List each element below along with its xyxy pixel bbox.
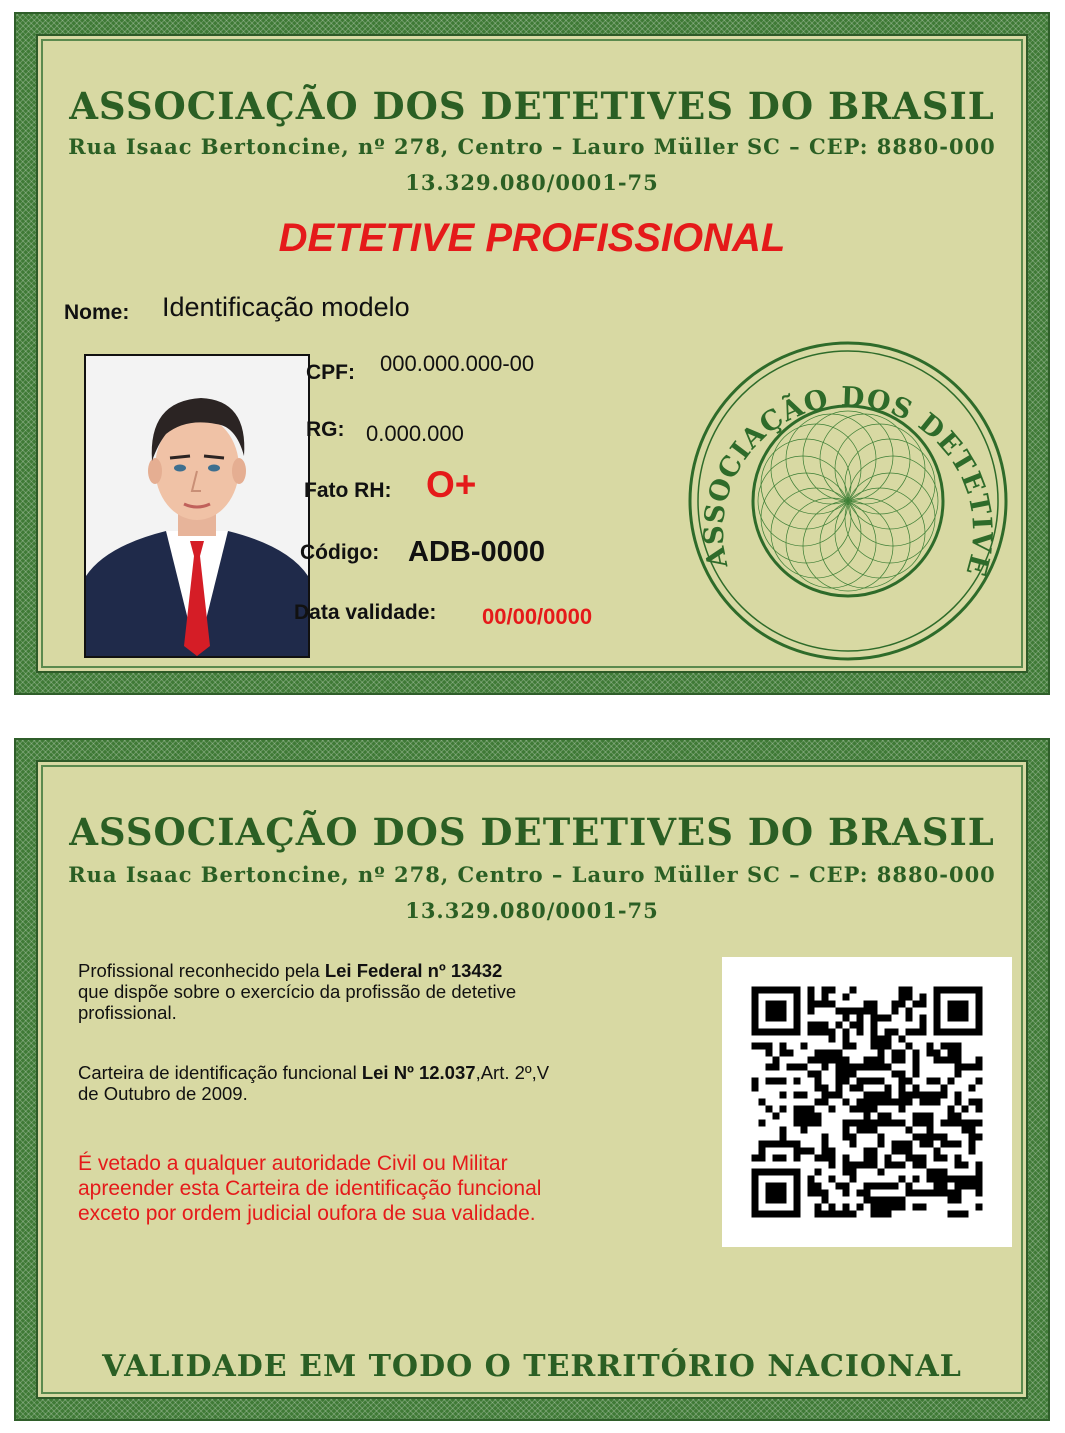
org-title: ASSOCIAÇÃO DOS DETETIVES DO BRASIL [69,84,995,128]
p1-line2: que dispõe sobre o exercício da profissão de detetive [78,981,517,1002]
qr-code[interactable] [722,957,1012,1247]
legal-paragraph-2 [78,1062,678,1104]
cpf-label: CPF: [306,361,355,384]
seal-graphic [683,331,1013,671]
rg-label: RG: [306,418,345,441]
p1-text: Profissional reconhecido pela [78,960,325,981]
validity-value: 00/00/0000 [482,604,593,629]
org-address: Rua Isaac Bertoncine, nº 278, Centro – Lauro Müller SC – CEP: 8880-000 [68,134,996,159]
p2-line2: de Outubro de 2009. [78,1083,248,1104]
card-back-body [36,760,1028,1399]
card-front-body [36,34,1028,673]
p1-law: Lei Federal nº 13432 [324,960,503,981]
validity-label: Data validade: [294,601,437,624]
warning-line-2: apreender esta Carteira de identificação funcional [78,1177,542,1200]
rh-value: O+ [426,464,477,505]
portrait-photo [84,354,310,658]
org-address: Rua Isaac Bertoncine, nº 278, Centro – Lauro Müller SC – CEP: 8880-000 [68,862,996,887]
rh-label: Fato RH: [304,479,392,502]
org-cnpj: 13.329.080/0001-75 [405,170,659,195]
org-title: ASSOCIAÇÃO DOS DETETIVES DO BRASIL [69,810,995,854]
qr-code-graphic [722,957,1012,1247]
id-card-back [14,738,1050,1421]
validity-footer: VALIDADE EM TODO O TERRITÓRIO NACIONAL [102,1349,962,1384]
code-value: ADB-0000 [408,536,545,568]
rg-value: 0.000.000 [366,421,464,446]
code-label: Código: [300,541,380,564]
association-seal [683,331,1013,671]
name-value: Identificação modelo [162,292,410,322]
warning-line-1: É vetado a qualquer autoridade Civil ou Militar [78,1152,508,1175]
name-label: Nome: [64,301,130,324]
svg-text:ASSOCIAÇÃO DOS DETETIVES DO BR [683,331,997,580]
seal-text: ASSOCIAÇÃO DOS DETETIVE [698,381,998,580]
cpf-value: 000.000.000-00 [380,351,535,376]
p2-law: Lei Nº 12.037 [361,1062,476,1083]
portrait-illustration [86,356,308,656]
p2-text: Carteira de identificação funcional [78,1062,362,1083]
id-card-front [14,12,1050,695]
legal-paragraph-1 [78,960,658,1023]
org-cnpj: 13.329.080/0001-75 [405,898,659,923]
warning-text [78,1151,678,1226]
p2-article: ,Art. 2º,V [475,1062,550,1083]
card-heading: DETETIVE PROFISSIONAL [278,216,786,260]
p1-line3: profissional. [78,1002,177,1023]
warning-line-3: exceto por ordem judicial oufora de sua validade. [78,1202,536,1225]
